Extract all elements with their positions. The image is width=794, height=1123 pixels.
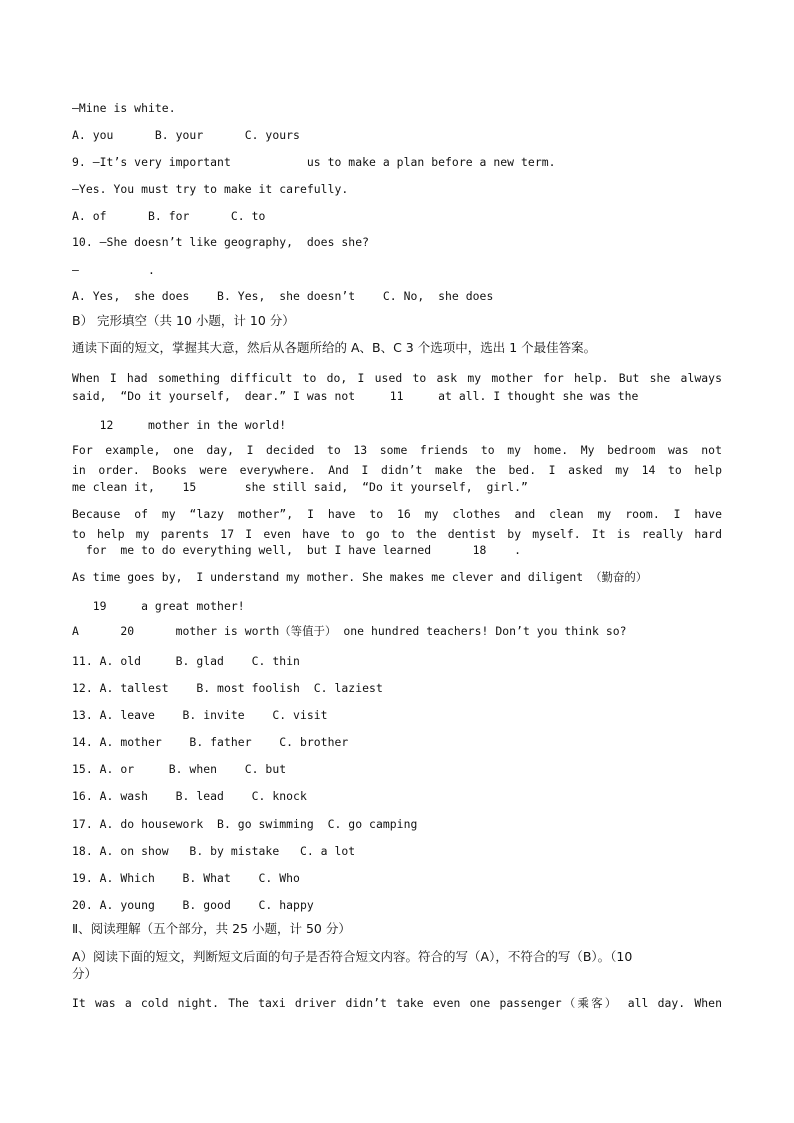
- option-row: 20. A. young B. good C. happy: [72, 898, 314, 912]
- text-line: — .: [72, 263, 155, 277]
- option-row: 12. A. tallest B. most foolish C. laziest: [72, 681, 383, 695]
- passage-line: 19 a great mother!: [72, 599, 245, 613]
- passage-line: 12 mother in the world!: [72, 418, 287, 432]
- question-options: A. you B. your C. yours: [72, 128, 300, 142]
- passage-line: It was a cold night. The taxi driver didn’t take even one passenger（乘客） all day. When: [72, 996, 722, 1010]
- passage-line: As time goes by, I understand my mother. She makes me clever and diligent （勤奋的）: [72, 570, 648, 584]
- passage-line: Because of my “lazy mother”, I have to 16 my clothes and clean my room. I have: [72, 507, 722, 521]
- passage-line: for me to do everything well, but I have learned 18 .: [72, 543, 522, 557]
- option-row: 18. A. on show B. by mistake C. a lot: [72, 844, 356, 858]
- section-instructions: 通读下面的短文，掌握其大意，然后从各题所给的 A、B、C 3 个选项中，选出 1 个最佳答案。: [72, 340, 597, 355]
- option-row: 15. A. or B. when C. but: [72, 762, 287, 776]
- passage-line: When I had something difficult to do, I used to ask my mother for help. But she always: [72, 371, 722, 385]
- question-line: 10. —She doesn’t like geography, does she?: [72, 235, 370, 249]
- section-instructions: A）阅读下面的短文，判断短文后面的句子是否符合短文内容。符合的写（A），不符合的写（B）。（10: [72, 949, 633, 964]
- text-line: —Yes. You must try to make it carefully.: [72, 182, 349, 196]
- passage-line: said, “Do it yourself, dear.” I was not 11 at all. I thought she was the: [72, 389, 639, 403]
- option-row: 16. A. wash B. lead C. knock: [72, 789, 307, 803]
- option-row: 14. A. mother B. father C. brother: [72, 735, 349, 749]
- passage-line: For example, one day, I decided to 13 some friends to my home. My bedroom was not: [72, 443, 722, 457]
- passage-line: me clean it, 15 she still said, “Do it yourself, girl.”: [72, 480, 528, 494]
- part-heading: Ⅱ、阅读理解（五个部分，共 25 小题，计 50 分）: [72, 921, 351, 936]
- passage-line: in order. Books were everywhere. And I didn’t make the bed. I asked my 14 to help: [72, 463, 722, 477]
- option-row: 11. A. old B. glad C. thin: [72, 654, 300, 668]
- question-options: A. of B. for C. to: [72, 209, 266, 223]
- option-row: 13. A. leave B. invite C. visit: [72, 708, 328, 722]
- passage-line: to help my parents 17 I even have to go to the dentist by myself. It is really hard: [72, 527, 722, 541]
- option-row: 19. A. Which B. What C. Who: [72, 871, 300, 885]
- section-instructions: 分）: [72, 966, 98, 981]
- option-row: 17. A. do housework B. go swimming C. go camping: [72, 817, 418, 831]
- section-heading: B） 完形填空（共 10 小题，计 10 分）: [72, 313, 295, 328]
- passage-line: A 20 mother is worth（等值于） one hundred teachers! Don’t you think so?: [72, 624, 627, 638]
- text-line: —Mine is white.: [72, 101, 176, 115]
- question-line: 9. —It’s very important us to make a plan before a new term.: [72, 155, 556, 169]
- question-options: A. Yes, she does B. Yes, she doesn’t C. No, she does: [72, 289, 494, 303]
